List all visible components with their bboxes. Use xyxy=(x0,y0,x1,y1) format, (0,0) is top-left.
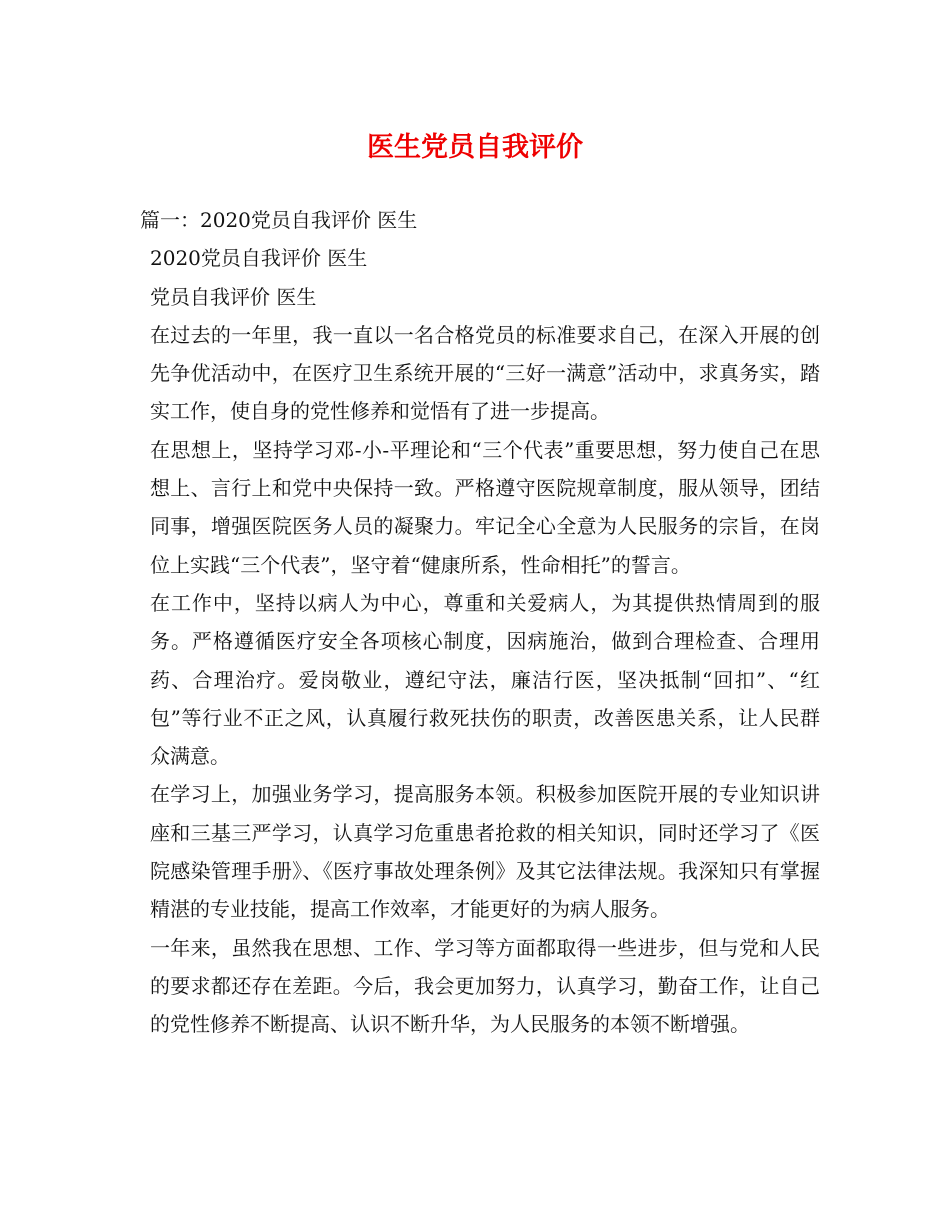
body-paragraph: 在工作中，坚持以病人为中心，尊重和关爱病人，为其提供热情周到的服务。严格遵循医疗安全各项核心制度，因病施治，做到合理检查、合理用药、合理治疗。爱岗敬业，遵纪守法，廉洁行医，坚决抵制“回扣”、“红包”等行业不正之风，认真履行救死扶伤的职责，改善医患关系，让人民群众满意。 xyxy=(150,590,820,769)
body-paragraph: 在过去的一年里，我一直以一名合格党员的标准要求自己，在深入开展的创先争优活动中，在医疗卫生系统开展的“三好一满意”活动中，求真务实，踏实工作，使自身的党性修养和觉悟有了进一步提高。 xyxy=(150,322,820,424)
document-body xyxy=(140,201,820,1044)
body-paragraph: 一年来，虽然我在思想、工作、学习等方面都取得一些进步，但与党和人民的要求都还存在差距。今后，我会更加努力，认真学习，勤奋工作，让自己的党性修养不断提高、认识不断升华，为人民服务的本领不断增强。 xyxy=(150,935,820,1037)
body-paragraph: 在学习上，加强业务学习，提高服务本领。积极参加医院开展的专业知识讲座和三基三严学习，认真学习危重患者抢救的相关知识，同时还学习了《医院感染管理手册》、《医疗事故处理条例》及其它法律法规。我深知只有掌握精湛的专业技能，提高工作效率，才能更好的为病人服务。 xyxy=(150,782,820,922)
body-paragraph: 在思想上，坚持学习邓-小-平理论和“三个代表”重要思想，努力使自己在思想上、言行上和党中央保持一致。严格遵守医院规章制度，服从领导，团结同事，增强医院医务人员的凝聚力。牢记全心全意为人民服务的宗旨，在岗位上实践“三个代表”，坚守着“健康所系，性命相托”的誓言。 xyxy=(150,437,820,577)
document-title: 医生党员自我评价 xyxy=(367,132,583,163)
section-subheading: 2020党员自我评价 医生 xyxy=(150,246,368,271)
section-heading: 篇一：2020党员自我评价 医生 xyxy=(140,208,418,232)
section-subheading: 党员自我评价 医生 xyxy=(150,284,317,309)
